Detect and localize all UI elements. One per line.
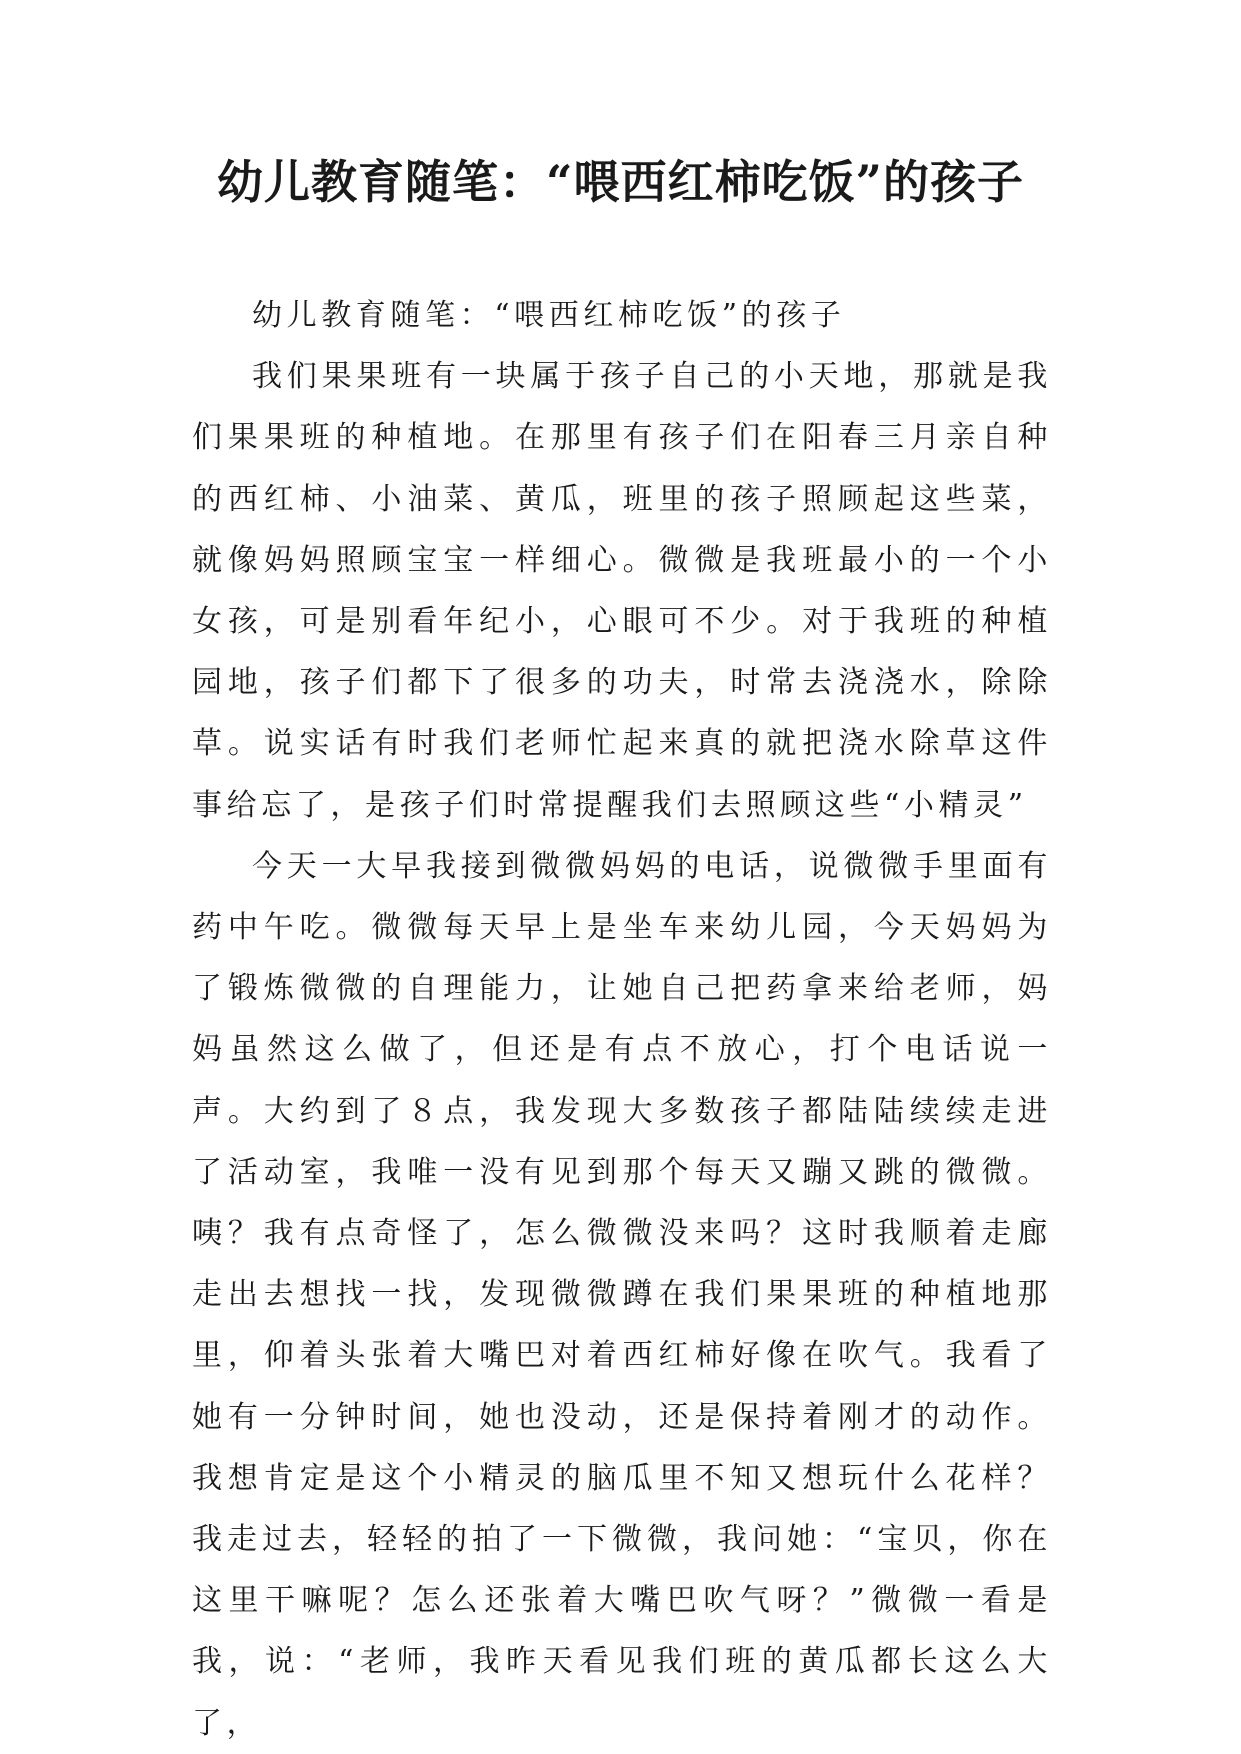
paragraph-garden: 我们果果班有一块属于孩子自己的小天地，那就是我们果果班的种植地。在那里有孩子们在阳春三月亲自种的西红柿、小油菜、黄瓜，班里的孩子照顾起这些菜，就像妈妈照顾宝宝一样细心。微微是我班最小的一个小女孩，可是别看年纪小，心眼可不少。对于我班的种植园地，孩子们都下了很多的功夫，时常去浇浇水，除除草。说实话有时我们老师忙起来真的就把浇水除草这件事给忘了，是孩子们时常提醒我们去照顾这些“小精灵”	[192, 359, 1052, 823]
document-title: 幼儿教育随笔：“喂西红柿吃饭”的孩子	[217, 155, 1024, 209]
paragraph-subtitle: 幼儿教育随笔：“喂西红柿吃饭”的孩子	[252, 298, 846, 333]
document-body	[192, 285, 1052, 1754]
paragraph-morning: 今天一大早我接到微微妈妈的电话，说微微手里面有药中午吃。微微每天早上是坐车来幼儿园，今天妈妈为了锻炼微微的自理能力，让她自己把药拿来给老师，妈妈虽然这么做了，但还是有点不放心，打个电话说一声。大约到了８点，我发现大多数孩子都陆陆续续走进了活动室，我唯一没有见到那个每天又蹦又跳的微微。咦？我有点奇怪了，怎么微微没来吗？这时我顺着走廊走出去想找一找，发现微微蹲在我们果果班的种植地那里，仰着头张着大嘴巴对着西红柿好像在吹气。我看了她有一分钟时间，她也没动，还是保持着刚才的动作。我想肯定是这个小精灵的脑瓜里不知又想玩什么花样？我走过去，轻轻的拍了一下微微，我问她：“宝贝，你在这里干嘛呢？怎么还张着大嘴巴吹气呀？”微微一看是我，说：“老师，我昨天看见我们班的黄瓜都长这么大了，	[192, 848, 1052, 1741]
